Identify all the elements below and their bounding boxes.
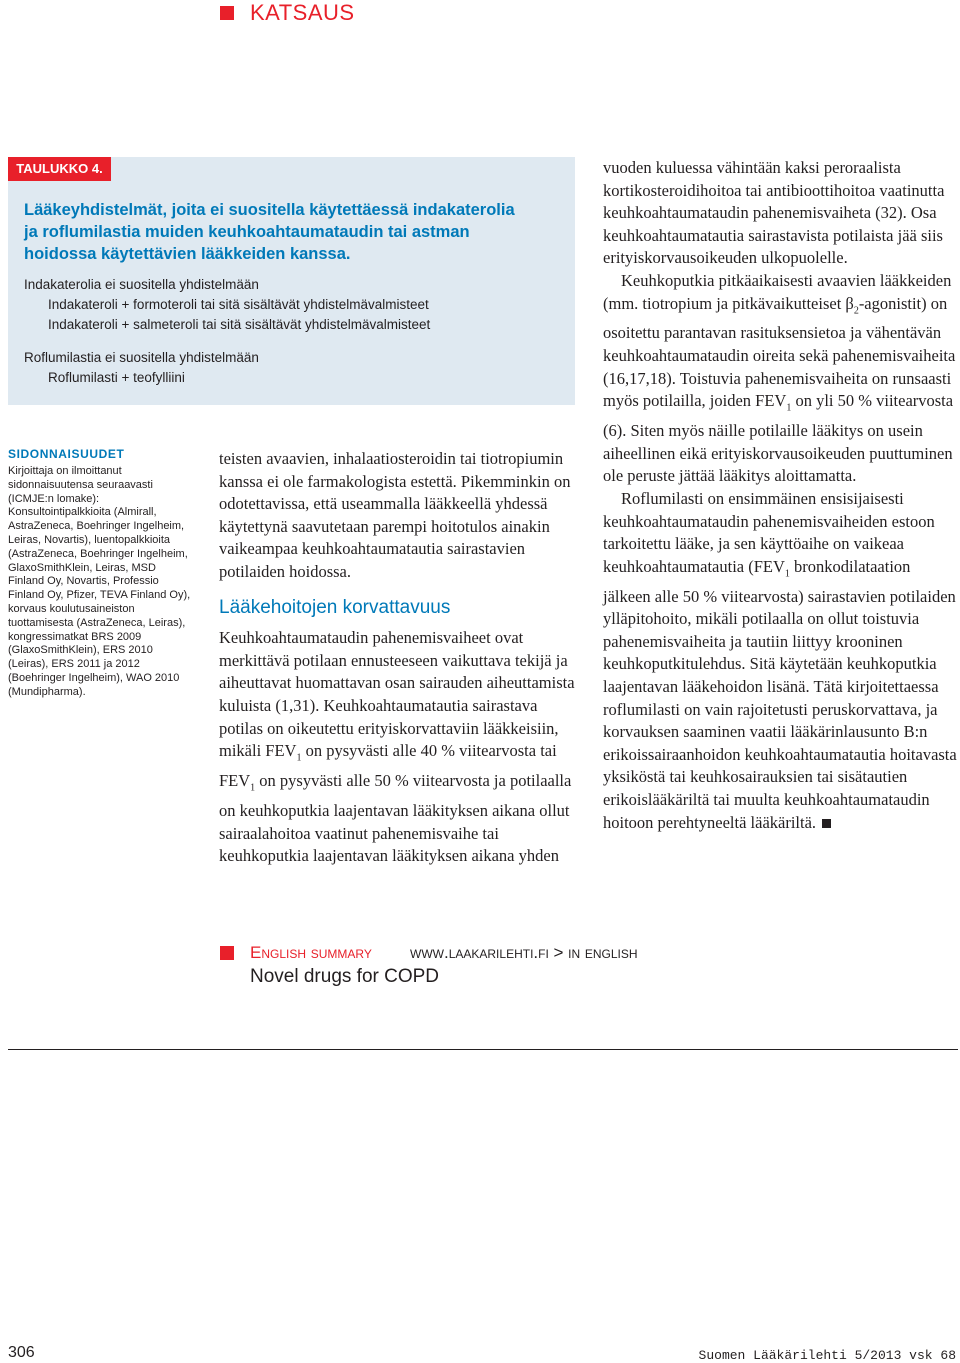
text-run: Keuhkoahtaumataudin pahenemisvaiheet ovat merkittävä potilaan ennusteeseen vaikuttava tekijä ja aiheuttavat huomattavan osan sairauden aiheuttamista kuluista (1,31). Keuhkoahtaumatautia sairastava potilas on oikeutettu erityiskorvattaviin lääkkeisiin, mikäli FEV — [219, 628, 575, 761]
disclosure-heading: SIDONNAISUUDET — [8, 447, 125, 461]
divider — [8, 1049, 958, 1050]
table-line-roflumilasti-heading: Roflumilastia ei suositella yhdistelmään — [24, 350, 259, 365]
subscript: 1 — [296, 752, 302, 764]
page-number: 306 — [8, 1344, 35, 1361]
text-run: -agonistit) on osoitettu parantavan rasituksensietoa ja vähentävän keuhkoahtaumataudin oireita sekä pahenemisvaiheita (16,17,18). Toistuvia pahenemisvaiheita on runsaasti myös potilailla, joiden FEV — [603, 293, 956, 411]
table-tag: TAULUKKO 4. — [8, 157, 111, 181]
end-mark — [822, 819, 831, 828]
text-run: Roflumilasti on ensimmäinen ensisijaisesti keuhkoahtaumataudin pahenemisvaiheiden estoon tarkoitettu lääke, ja sen käyttöaihe on vaikeaa keuhkoahtaumatautia (FEV — [603, 488, 935, 576]
english-summary-marker — [220, 946, 234, 960]
paragraph: teisten avaavien, inhalaatiosteroidin tai tiotropiumin kanssa ei ole farmakologista estettä. Pikemminkin on odotettavissa, että useammalla lääkkeellä yhdessä käytettynä saavutetaan parempi hoitotulos ainakin vaikeampaa keuhkoahtaumatautia sairastavien potilaiden hoidossa. — [219, 449, 571, 581]
subscript: 1 — [784, 567, 790, 579]
table-line-indakateroli-salmeteroli: Indakateroli + salmeteroli tai sitä sisältävät yhdistelmävalmisteet — [48, 317, 431, 332]
paragraph: vuoden kuluessa vähintään kaksi peroraalista kortikosteroidihoitoa tai antibioottihoitoa vaatinutta keuhkoahtaumataudin pahenemisvaiheta (32). Osa keuhkoahtaumatautia sairastavista potilaista jää siis erityiskorvausoikeuden ulkopuolelle. — [603, 158, 945, 268]
article-column-middle — [219, 448, 576, 868]
english-summary-label: English summary — [250, 943, 372, 962]
subheading: Lääkehoitojen korvattavuus — [219, 596, 451, 618]
section-label: KATSAUS — [250, 0, 355, 25]
disclosure-text: Kirjoittaja on ilmoittanut sidonnaisuutensa seuraavasti (ICMJE:n lomake): Konsultointipalkkioita (Almirall, AstraZeneca, Boehringer Ingelheim, Leiras, Novartis), luentopalkkioita (AstraZeneca, Boehringer Ingelheim, GlaxoSmithKlein, Leiras, MSD Finland Oy, Novartis, Professio Finland Oy, Pfizer, TEVA Finland Oy), korvaus koulutusaineiston tuottamisesta (AstraZeneca, Leiras), kongressimatkat BRS 2009 (GlaxoSmithKlein), ERS 2010 (Leiras), ERS 2011 ja 2012 (Boehringer Ingelheim), WAO 2010 (Mundipharma). — [8, 465, 191, 698]
table-line-roflumilasti-teofylliini: Roflumilasti + teofylliini — [48, 370, 185, 385]
subscript: 1 — [786, 402, 792, 414]
article-column-right — [603, 157, 958, 834]
english-summary-link[interactable]: www.laakarilehti.fi > in english — [410, 943, 638, 962]
subscript: 1 — [250, 782, 256, 794]
section-marker — [220, 6, 234, 20]
text-run: on pysyvästi alle 40 % viitearvosta tai FEV — [219, 741, 557, 791]
table-title: Lääkeyhdistelmät, joita ei suositella käytettäessä indakaterolia ja roflumilastia muiden keuhkoahtaumataudin tai astman hoidossa käytettävien lääkkeiden kanssa. — [24, 201, 515, 263]
text-run: on pysyvästi alle 50 % viitearvosta ja potilaalla on keuhkoputkia laajentavan lääkityksen aikana ollut sairaalahoitoa vaatinut pahenemisvaihe tai keuhkoputkia laajentavan lääkityksen aikana yhden — [219, 771, 572, 866]
table-line-indakateroli-formoteroli: Indakateroli + formoteroli tai sitä sisältävät yhdistelmävalmisteet — [48, 297, 429, 312]
subscript: 2 — [853, 304, 859, 316]
paragraph — [603, 270, 958, 488]
text-run: Keuhkoputkia pitkäaikaisesti avaavien lääkkeiden (mm. tiotropium ja pitkävaikutteiset β — [603, 270, 952, 313]
text-run: bronkodilataation jälkeen alle 50 % viitearvosta) sairastavien potilaiden ylläpitohoito, mikäli potilaalla on ollut toistuvia pahenemisvaiheita ja tautiin liittyy krooninen keuhkoputkitulehdus. Sitä käytetään keuhkoputkia laajentavan lääkehoidon lisänä. Tätä kirjoitettaessa roflumilasti on vain rajoitetusti peruskorvattava, ja korvauksen saaminen vaatii lääkärinlausunto B:n erikoissairaanhoidon keuhkoahtaumatautia hoitavasta yksiköstä tai keuhkosairauksien tai sisätautien erikoislääkäriltä tai muulta keuhkoahtaumataudin hoitoon perehtyneeltä lääkäriltä. — [603, 556, 957, 832]
table-line-indakateroli-heading: Indakaterolia ei suositella yhdistelmään — [24, 277, 259, 292]
paragraph — [603, 488, 958, 834]
english-summary-title: Novel drugs for COPD — [250, 966, 440, 987]
publication-info: Suomen Lääkärilehti 5/2013 vsk 68 — [698, 1348, 956, 1363]
text-run: on yli 50 % viitearvosta (6). Siten myös näille potilaille lääkitys on usein aiheellinen eikä erityiskorvausoikeuden puuttuminen ole peruste jättää lääkitys aloittamatta. — [603, 391, 954, 486]
paragraph — [219, 627, 576, 868]
